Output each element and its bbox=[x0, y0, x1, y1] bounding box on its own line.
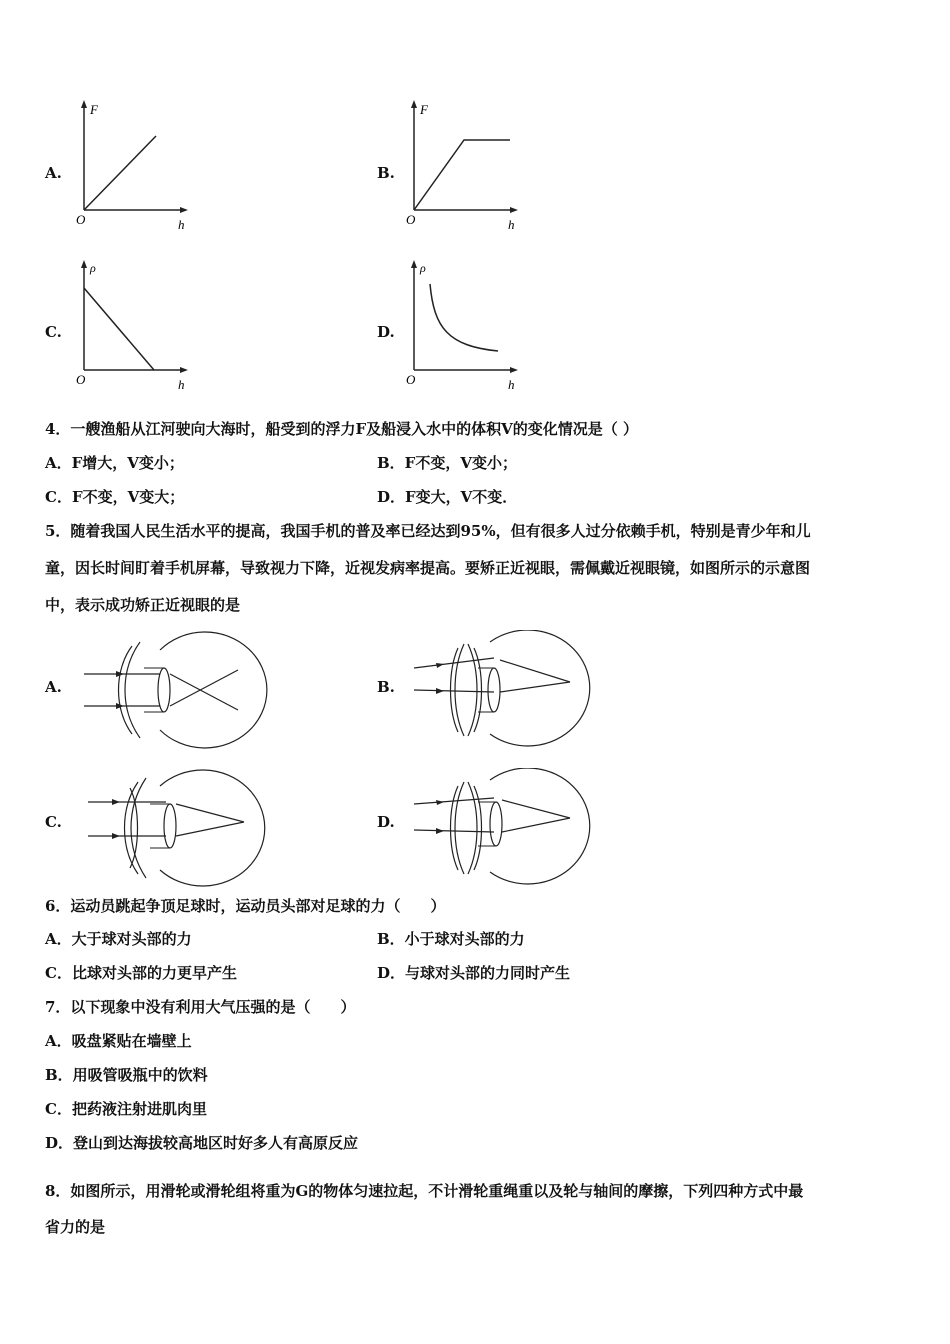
graph-option-b-label: B. bbox=[377, 164, 395, 182]
question-7-option-b: B．用吸管吸瓶中的饮料 bbox=[45, 1066, 208, 1084]
eye-option-d-label: D. bbox=[377, 813, 395, 831]
question-6-option-a: A．大于球对头部的力 bbox=[45, 930, 192, 948]
question-4-option-d: D．F变大，V不变． bbox=[377, 488, 518, 506]
question-5-stem-line-2: 童，因长时间盯着手机屏幕，导致视力下降，近视发病率提高。要矫正近视眼，需佩戴近视眼镜，如图所示的示意图 bbox=[45, 559, 811, 577]
question-7-option-a: A．吸盘紧贴在墙壁上 bbox=[45, 1032, 192, 1050]
graph-c-origin: O bbox=[76, 372, 86, 387]
graph-a-origin: O bbox=[76, 212, 86, 227]
graph-d-y-label: ρ bbox=[420, 261, 426, 275]
eye-option-a-label: A. bbox=[45, 678, 62, 696]
graph-option-a-label: A. bbox=[45, 164, 62, 182]
question-7-option-d: D．登山到达海拔较高地区时好多人有高原反应 bbox=[45, 1134, 359, 1152]
question-8-stem-line-1: 8．如图所示，用滑轮或滑轮组将重为G的物体匀速拉起，不计滑轮重绳重以及轮与轴间的摩擦，下列四种方式中最 bbox=[45, 1182, 804, 1200]
graph-b-origin: O bbox=[406, 212, 416, 227]
eye-diagram-c bbox=[80, 768, 280, 888]
graph-option-d-label: D. bbox=[377, 323, 395, 341]
question-4-option-c: C．F不变，V变大； bbox=[45, 488, 185, 506]
graph-b bbox=[398, 98, 528, 233]
question-4-option-a: A．F增大，V变小； bbox=[45, 454, 184, 472]
graph-d-origin: O bbox=[406, 372, 416, 387]
graph-c-x-label: h bbox=[178, 377, 185, 392]
graph-d bbox=[398, 258, 528, 393]
graph-c-y-label: ρ bbox=[90, 261, 96, 275]
graph-a-x-label: h bbox=[178, 217, 185, 232]
question-6-option-d: D．与球对头部的力同时产生 bbox=[377, 964, 571, 982]
question-5-stem-line-1: 5．随着我国人民生活水平的提高，我国手机的普及率已经达到95%，但有很多人过分依赖手机，特别是青少年和儿 bbox=[45, 522, 811, 540]
eye-diagram-d bbox=[410, 768, 610, 888]
graph-a bbox=[68, 98, 198, 233]
eye-diagram-a bbox=[80, 630, 280, 750]
eye-option-b-label: B. bbox=[377, 678, 395, 696]
question-6-option-b: B．小于球对头部的力 bbox=[377, 930, 525, 948]
eye-option-c-label: C. bbox=[45, 813, 62, 831]
eye-diagram-b bbox=[410, 630, 610, 750]
question-5-stem-line-3: 中，表示成功矫正近视眼的是 bbox=[45, 596, 241, 614]
question-7-option-c: C．把药液注射进肌肉里 bbox=[45, 1100, 207, 1118]
graph-b-y-label: F bbox=[420, 102, 428, 117]
graph-d-x-label: h bbox=[508, 377, 515, 392]
graph-option-c-label: C. bbox=[45, 323, 62, 341]
graph-b-x-label: h bbox=[508, 217, 515, 232]
question-6-stem: 6．运动员跳起争顶足球时，运动员头部对足球的力（ ） bbox=[45, 897, 446, 915]
question-4-stem: 4．一艘渔船从江河驶向大海时，船受到的浮力F及船浸入水中的体积V的变化情况是（ ） bbox=[45, 420, 638, 438]
graph-a-y-label: F bbox=[90, 102, 98, 117]
question-4-option-b: B．F不变，V变小； bbox=[377, 454, 517, 472]
question-6-option-c: C．比球对头部的力更早产生 bbox=[45, 964, 237, 982]
question-8-stem-line-2: 省力的是 bbox=[45, 1218, 106, 1236]
graph-c bbox=[68, 258, 198, 393]
question-7-stem: 7．以下现象中没有利用大气压强的是（ ） bbox=[45, 998, 356, 1016]
